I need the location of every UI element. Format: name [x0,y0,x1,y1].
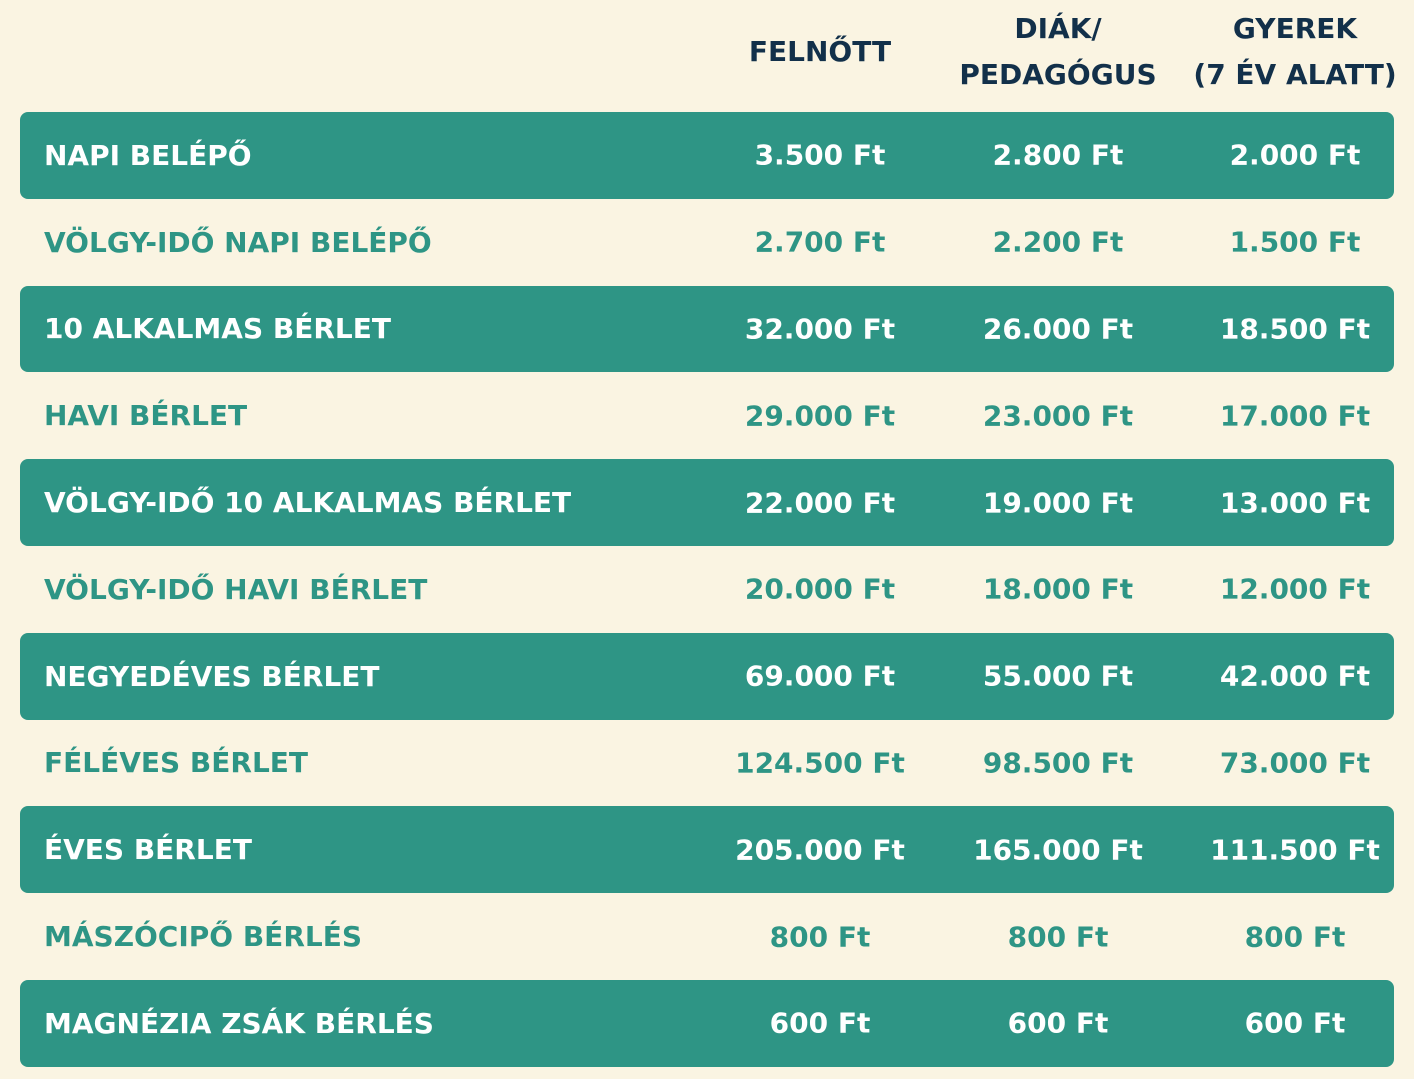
row-label: VÖLGY-IDŐ 10 ALKALMAS BÉRLET [44,486,572,520]
table-row [20,199,1394,286]
price-adult: 29.000 Ft [744,399,896,433]
price-student: 2.800 Ft [992,138,1124,172]
price-student: 18.000 Ft [982,572,1134,606]
price-student: 26.000 Ft [982,312,1134,346]
price-adult: 124.500 Ft [735,746,905,780]
price-student: 55.000 Ft [982,659,1134,693]
price-adult: 205.000 Ft [735,833,905,867]
price-adult: 600 Ft [769,1006,871,1040]
price-table [20,112,1394,1067]
price-child: 12.000 Ft [1219,572,1371,606]
price-child: 2.000 Ft [1229,138,1361,172]
price-student: 23.000 Ft [982,399,1134,433]
price-adult: 800 Ft [769,920,871,954]
table-row [20,546,1394,633]
price-child: 111.500 Ft [1210,833,1380,867]
column-header-adult: FELNŐTT [748,35,892,68]
price-adult: 2.700 Ft [754,225,886,259]
table-row [20,633,1394,720]
price-adult: 3.500 Ft [754,138,886,172]
row-label: HAVI BÉRLET [44,399,248,433]
price-child: 13.000 Ft [1219,486,1371,520]
price-child: 800 Ft [1244,920,1346,954]
price-child: 600 Ft [1244,1006,1346,1040]
price-child: 18.500 Ft [1219,312,1371,346]
price-table-header [0,0,1414,112]
row-label: MÁSZÓCIPŐ BÉRLÉS [44,920,363,954]
row-label: FÉLÉVES BÉRLET [44,746,309,780]
price-adult: 20.000 Ft [744,572,896,606]
row-label: ÉVES BÉRLET [44,833,252,867]
price-student: 600 Ft [1007,1006,1109,1040]
table-row [20,806,1394,893]
row-label: MAGNÉZIA ZSÁK BÉRLÉS [44,1006,434,1040]
table-row [20,720,1394,807]
price-adult: 22.000 Ft [744,486,896,520]
row-label: VÖLGY-IDŐ HAVI BÉRLET [44,572,428,606]
table-row [20,980,1394,1067]
price-student: 19.000 Ft [982,486,1134,520]
table-row [20,893,1394,980]
table-row [20,372,1394,459]
row-label: 10 ALKALMAS BÉRLET [44,312,391,346]
column-header-student-teacher: DIÁK/ PEDAGÓGUS [959,12,1157,91]
price-student: 800 Ft [1007,920,1109,954]
price-student: 165.000 Ft [973,833,1143,867]
row-label: NEGYEDÉVES BÉRLET [44,659,380,693]
price-child: 73.000 Ft [1219,746,1371,780]
row-label: NAPI BELÉPŐ [44,138,252,172]
price-child: 17.000 Ft [1219,399,1371,433]
column-header-child: GYEREK (7 ÉV ALATT) [1193,12,1397,91]
table-row [20,459,1394,546]
row-label: VÖLGY-IDŐ NAPI BELÉPŐ [44,225,432,259]
price-student: 2.200 Ft [992,225,1124,259]
table-row [20,112,1394,199]
table-row [20,286,1394,373]
price-child: 42.000 Ft [1219,659,1371,693]
price-adult: 32.000 Ft [744,312,896,346]
price-child: 1.500 Ft [1229,225,1361,259]
price-student: 98.500 Ft [982,746,1134,780]
price-adult: 69.000 Ft [744,659,896,693]
